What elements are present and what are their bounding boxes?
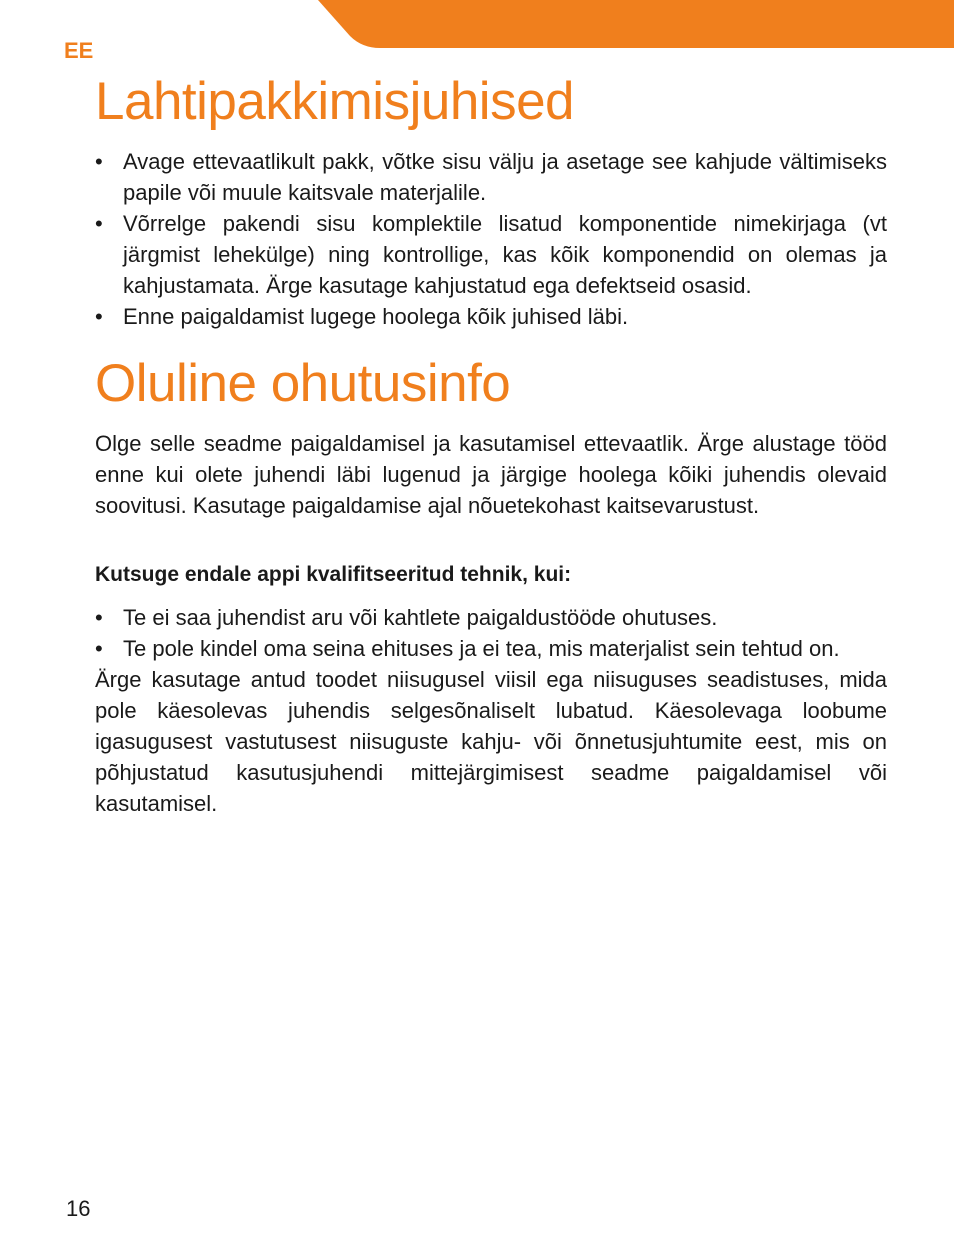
list-item: • Avage ettevaatlikult pakk, võtke sisu välju ja asetage see kahjude vältimiseks papile või muule kaitsvale materjalile. [95, 146, 887, 208]
safety-subheading: Kutsuge endale appi kvalifitseeritud tehnik, kui: [95, 563, 572, 586]
unpacking-list [95, 146, 887, 332]
bullet-icon: • [95, 636, 103, 661]
bullet-icon: • [95, 149, 103, 174]
list-item: • Võrrelge pakendi sisu komplektile lisatud komponentide nimekirjaga (vt järgmist lehekülge) ning kontrollige, kas kõik komponendid on olemas ja kahjustamata. Ärge kasutage kahjustatud ega defektseid osasid. [95, 208, 887, 301]
safety-title: Oluline ohutusinfo [95, 354, 511, 413]
page-number: 16 [66, 1196, 91, 1221]
list-item: • Enne paigaldamist lugege hoolega kõik juhised läbi. [95, 301, 887, 332]
page-content [95, 70, 887, 819]
safety-disclaimer: Ärge kasutage antud toodet niisugusel viisil ega niisuguses seadistuses, mida pole käesolevas juhendis selgesõnaliselt lubatud. Käesolevaga loobume igasugusest vastutusest niisuguste kahju- või õnnetusjuhtumite eest, mis on põhjustatud kasutusjuhendi mittejärgimisest seadme paigaldamisel või kasutamisel. [95, 667, 887, 816]
list-item: • Te ei saa juhendist aru või kahtlete paigaldustööde ohutuses. [95, 602, 887, 633]
bullet-icon: • [95, 304, 103, 329]
bullet-icon: • [95, 605, 103, 630]
language-code: EE [64, 38, 94, 63]
header-accent-tab [0, 0, 954, 50]
list-item: • Te pole kindel oma seina ehituses ja ei tea, mis materjalist sein tehtud on. [95, 633, 887, 664]
safety-intro: Olge selle seadme paigaldamisel ja kasutamisel ettevaatlik. Ärge alustage tööd enne kui olete juhendi läbi lugenud ja järgige hoolega kõiki juhendis olevaid soovitusi. Kasutage paigaldamise ajal nõuetekohast kaitsevarustust. [95, 431, 887, 518]
technician-list [95, 602, 887, 664]
bullet-icon: • [95, 211, 103, 236]
unpacking-title: Lahtipakkimisjuhised [95, 72, 575, 131]
